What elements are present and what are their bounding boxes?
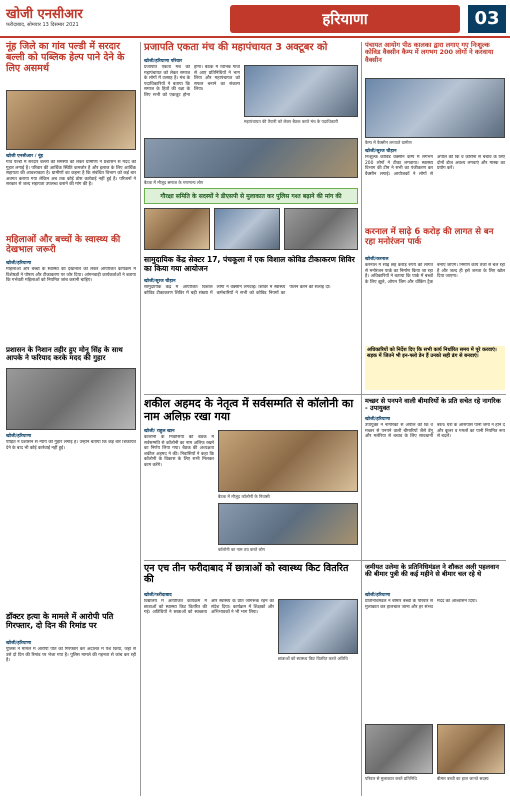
caption-a12-2: बीमार बच्ची का हाल जानते सदस्य — [437, 776, 489, 781]
dateline: फरीदाबाद, सोमवार 13 दिसम्बर 2021 — [6, 22, 79, 28]
photo-a5-3 — [284, 208, 358, 250]
pull-quote-a6: अधिकारियों को निर्देश दिए कि सभी कार्य निर्धारित समय में पूरे करवाएं। सड़क में जितने भी इन-फ्लो डेन हैं उनको सही ढंग से बनवाएं। — [365, 346, 505, 390]
headline-a2: प्रजापति एकता मंच की महापंचायत 3 अक्टूबर को — [144, 42, 328, 53]
headline-a5: सामुदायिक केंद्र सेक्टर 17, पंचकूला में एक विशाल कोविड टीकाकरण शिविर का किया गया आयोजन — [144, 255, 355, 273]
column-divider — [140, 42, 141, 796]
headline-a6: करनाल में साढ़े 6 करोड़ की लागत से बन रहा मनोरंजन पार्क — [365, 227, 494, 247]
byline-a4: खोजी/हरियाणा — [6, 261, 32, 266]
headline-a1: नूंह जिले का गांव पल्डी में सरदार बल्ली को पब्लिक हेल्प पाने देने के लिए असमर्थ — [6, 41, 125, 74]
body-a1: गांव पल्डी में सरदार बल्ली की समस्या को लेकर ग्रामीणों ने प्रशासन से मदद की गुहार लगाई है। परिवार की आर्थिक स्थिति कमजोर है और इलाज के लिए आर्थिक सहायता की आवश्यकता है। ग्रामीणों का कहना है कि संबंधित विभाग को कई बार अवगत कराया गया लेकिन अब तक कोई ठोस कार्रवाई नहीं हुई है। परिजनों ने सरकार से जल्द सहायता उपलब्ध कराने की मांग की है। — [6, 160, 136, 188]
green-band-headline: गौरक्षा समिति के सदस्यों ने डीएसपी से मुलाकात कर पुलिस गश्त बढ़ाने की मांग की — [144, 188, 358, 204]
byline-a6: खोजी/करनाल — [365, 257, 389, 262]
byline-a8: खोजी/हरियाणा — [6, 434, 32, 439]
body-a7: कॉलोनी के निवासियों की बैठक में सर्वसम्मति से कॉलोनी का नाम अलिफ़ रखने का निर्णय लिया गया। बैठक की अध्यक्षता शकील अहमद ने की। निवासियों ने कहा कि कॉलोनी के विकास के लिए सभी मिलकर काम करेंगे। — [144, 435, 214, 468]
headline-a4: महिलाओं और बच्चों के स्वास्थ्य की देखभाल जरूरी — [6, 235, 121, 256]
photo-a12-2 — [437, 724, 505, 774]
photo-a12-1 — [365, 724, 433, 774]
byline-a7: खोजी/ राहुल खान — [144, 429, 175, 434]
photo-a1 — [6, 90, 136, 150]
column-divider-right — [361, 42, 362, 796]
caption-a7-1: बैठक में मौजूद कॉलोनी के निवासी — [218, 494, 270, 499]
photo-a2-1 — [244, 65, 358, 117]
photo-a11 — [278, 599, 358, 654]
photo-a2-2 — [144, 138, 358, 178]
body-a5: सामुदायिक केंद्र में आयोजित विशाल कोविड टीकाकरण शिविर में बड़ी संख्या में लोगों ने वैक्सीन लगवाई। शिविर में स्वास्थ्य कर्मचारियों ने सभी को कोविड नियमों का पालन करने की सलाह दी। — [144, 285, 331, 296]
caption-a11: छात्राओं को स्वास्थ्य किट वितरित करते अतिथि — [278, 656, 348, 661]
byline-a5: खोजी/सूरज चौहान — [144, 279, 176, 284]
headline-a7: शकील अहमद के नेतृत्व में सर्वसम्मति से कॉलोनी का नाम अलिफ़ रखा गया — [144, 397, 354, 423]
photo-a5-1 — [144, 208, 210, 250]
section-rule — [144, 394, 506, 395]
byline-a12: खोजी/हरियाणा — [365, 593, 391, 598]
caption-a2-2: बैठक में मौजूद समाज के गणमान्य लोग — [144, 180, 204, 185]
caption-a3: कैम्प में वैक्सीन लगवाते ग्रामीण — [365, 140, 412, 145]
byline-a10: खोजी/हरियाणा — [6, 641, 32, 646]
photo-a8 — [6, 368, 136, 430]
byline-a1: खोजी एनसीआर / नूंह — [6, 154, 43, 159]
headline-a10: डॉक्टर हत्या के मामले में आरोपी पति गिरफ्तार, दो दिन की रिमांड पर — [6, 612, 114, 631]
body-a6: करनाल में साढ़े छह करोड़ रुपये की लागत से मनोरंजन पार्क का निर्माण किया जा रहा है। अधिकारियों ने बताया कि पार्क में बच्चों के लिए झूले, ओपन जिम और वॉकिंग ट्रैक बनाए जाएंगे। निर्माण कार्य तेजी से चल रहा है और जल्द ही इसे जनता के लिए खोल दिया जाएगा। — [365, 263, 505, 285]
headline-a8: प्रशासन के निशान तहीर हुए मोनू सिंह के साथ आपके ने फरियाद करके मदद की गुहार — [6, 346, 123, 363]
headline-a12: जमीयत उलेमा के प्रतिनिधिमंडल ने शौकत अली पहलवान की बीमार पुत्री की कई महीने से बीमार चल रहे थे — [365, 563, 499, 579]
body-a12: प्रतिनिधिमंडल ने बीमार बच्ची के परिवार से मुलाकात कर हालचाल जाना और हर संभव मदद का आश्वासन दिया। — [365, 599, 478, 610]
body-a3: निःशुल्क कोविड वैक्सीन कैम्प में लगभग 200 लोगों ने टीका लगवाया। स्वास्थ्य विभाग की टीम ने सभी का पंजीकरण कर वैक्सीन लगाई। आयोजकों ने लोगों से अपील की कि वे कोरोना से बचाव के लिए दोनों डोज अवश्य लगवाएं और मास्क का प्रयोग करें। — [365, 155, 505, 177]
headline-a11: एन एच तीन फरीदाबाद में छात्राओं को स्वास्थ्य किट वितरित की — [144, 563, 349, 585]
byline-a11: खोजी/फरीदाबाद — [144, 593, 172, 598]
body-a10: पुलिस ने मामले में आरोपी पति को गिरफ्तार कर अदालत में पेश किया, जहां से उसे दो दिन की रिमांड पर भेजा गया है। पुलिस मामले की गहनता से जांच कर रही है। — [6, 647, 136, 664]
photo-a7-1 — [218, 430, 358, 492]
body-a8: पीड़ित ने प्रशासन से न्याय की गुहार लगाई है। उन्होंने बताया कि कई बार शिकायत देने के बाद भी कोई कार्रवाई नहीं हुई। — [6, 440, 136, 451]
byline-a2: खोजी/हरियाणा परिवार — [144, 59, 182, 64]
byline-a9: खोजी/हरियाणा — [365, 417, 391, 422]
body-a11: विद्यालय में आयोजित कार्यक्रम में छात्राओं को स्वास्थ्य किट वितरित की गई। अतिथियों ने छात्राओं को स्वच्छता और स्वास्थ्य के प्रति जागरूक रहने का संदेश दिया। कार्यक्रम में शिक्षकों और अभिभावकों ने भी भाग लिया। — [144, 599, 274, 616]
body-a4: महिलाओं और बच्चों के स्वास्थ्य की देखभाल को लेकर आयोजित कार्यक्रम में विशेषज्ञों ने पोषण और टीकाकरण पर जोर दिया। आंगनवाड़ी कार्यकर्ताओं ने बताया कि गर्भवती महिलाओं को नियमित जांच करानी चाहिए। — [6, 267, 136, 284]
photo-a3 — [365, 78, 505, 138]
photo-a7-2 — [218, 503, 358, 545]
body-a2: प्रजापति एकता मंच की महापंचायत को लेकर समाज के लोगों में उत्साह है। मंच के पदाधिकारियों ने बताया कि समाज के हितों की रक्षा के लिए सभी को एकजुट होना होगा। बैठक में विभिन्न गांवों से आए प्रतिनिधियों ने भाग लिया और महापंचायत को सफल बनाने का संकल्प लिया। — [144, 65, 240, 98]
newspaper-logo: खोजी एनसीआर — [6, 7, 83, 22]
byline-a3: खोजी/सूरज चौहान — [365, 149, 397, 154]
photo-a5-2 — [214, 208, 280, 250]
caption-a7-2: कॉलोनी का नाम तय करते लोग — [218, 547, 265, 552]
page-number: 03 — [468, 5, 506, 33]
section-rule-2 — [144, 560, 506, 561]
caption-a12-1: परिवार से मुलाकात करते प्रतिनिधि — [365, 776, 417, 781]
body-a9: उपायुक्त ने नागरिकों से अपील की कि वे मच्छर से पनपने वाली बीमारियों जैसे डेंगू और मलेरिया से बचाव के लिए सावधानी बरतें। घरों के आसपास पानी जमा न होने दें और कूलर व गमलों का पानी नियमित रूप से बदलें। — [365, 423, 505, 440]
headline-a9: मच्छर से पनपने वाली बीमारियों के प्रति सचेत रहे नागरिक - उपायुक्त — [365, 397, 501, 413]
caption-a2-1: महापंचायत की तैयारी को लेकर बैठक करते मंच के पदाधिकारी — [244, 119, 338, 124]
headline-a3: पंचायत आयोग पीठ कालका द्वारा लगाए गए निःशुल्क कोविड वैक्सीन कैम्प में लगभग 200 लोगों ने करवाया वैक्सीन — [365, 41, 494, 64]
section-banner: हरियाणा — [230, 5, 460, 33]
